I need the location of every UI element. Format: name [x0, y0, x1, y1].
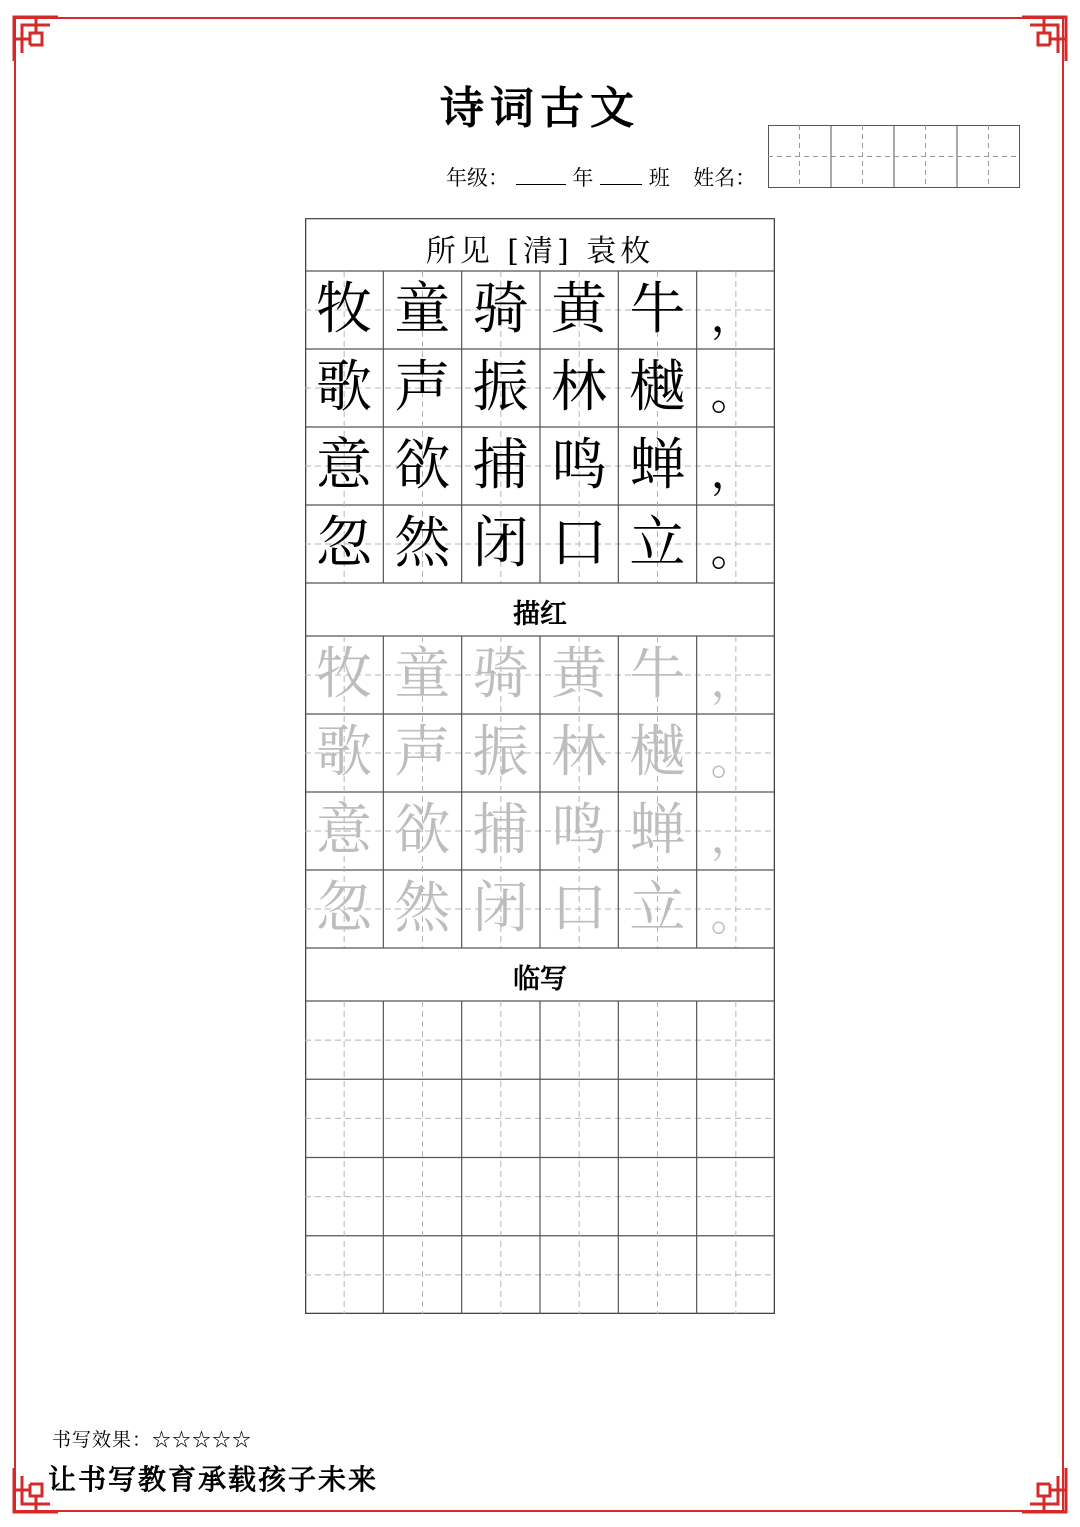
trace-character: 声 [394, 720, 451, 785]
corner-ornament-icon [1020, 15, 1068, 63]
model-character: 立 [629, 511, 686, 576]
model-character: 捕 [472, 433, 529, 498]
punctuation-cell: 。 [710, 734, 755, 785]
corner-ornament-icon [1020, 1466, 1068, 1514]
trace-character: 牧 [316, 642, 372, 707]
model-character: 骑 [472, 277, 529, 342]
practice-sheet [305, 218, 775, 1314]
trace-character: 骑 [472, 642, 529, 707]
trace-character: 童 [394, 642, 451, 707]
model-character: 振 [472, 355, 529, 420]
copy-section-label: 临写 [513, 964, 567, 995]
trace-character: 闭 [472, 876, 529, 941]
trace-character: 歌 [316, 720, 372, 785]
class-label: 班 [648, 166, 670, 190]
model-character: 歌 [316, 355, 372, 420]
model-character: 口 [551, 511, 607, 576]
student-info-line [446, 162, 756, 192]
class-blank[interactable] [600, 164, 642, 185]
trace-character: 口 [551, 876, 607, 941]
model-character: 牛 [629, 277, 686, 342]
punctuation-cell: 。 [710, 525, 755, 576]
writing-rating: 书写效果：☆☆☆☆☆ [52, 1429, 253, 1451]
model-character: 声 [394, 355, 451, 420]
punctuation-cell: ， [710, 447, 755, 498]
trace-character: 欲 [394, 798, 451, 863]
name-grid[interactable] [768, 125, 1020, 188]
trace-character: 振 [472, 720, 529, 785]
model-character: 闭 [472, 511, 529, 576]
punctuation-cell: ， [710, 656, 755, 707]
model-character: 黄 [551, 277, 607, 342]
model-character: 牧 [316, 277, 372, 342]
trace-character: 捕 [472, 798, 529, 863]
model-character: 然 [394, 511, 451, 576]
trace-character: 意 [316, 798, 372, 863]
year-label: 年 [572, 166, 594, 190]
year-blank[interactable] [516, 164, 566, 185]
poem-title: 所见 [清] 袁枚 [425, 234, 655, 269]
trace-character: 然 [394, 876, 451, 941]
trace-character: 牛 [629, 642, 686, 707]
trace-character: 忽 [316, 876, 372, 941]
trace-character: 林 [551, 720, 607, 785]
punctuation-cell: 。 [710, 890, 755, 941]
punctuation-cell: 。 [710, 369, 755, 420]
name-label: 姓名： [693, 166, 757, 190]
model-character: 樾 [629, 355, 686, 420]
grade-label: 年级： [446, 166, 509, 190]
trace-character: 立 [629, 876, 686, 941]
trace-character: 樾 [629, 720, 686, 785]
slogan: 让书写教育承载孩子未来 [48, 1463, 379, 1496]
page-title: 诗词古文 [440, 83, 640, 134]
model-character: 童 [394, 277, 451, 342]
punctuation-cell: ， [710, 291, 755, 342]
trace-character: 蝉 [629, 798, 686, 863]
model-character: 蝉 [629, 433, 686, 498]
model-character: 意 [316, 433, 372, 498]
model-character: 林 [551, 355, 607, 420]
trace-character: 黄 [551, 642, 607, 707]
model-character: 忽 [316, 511, 372, 576]
trace-section-label: 描红 [513, 599, 567, 630]
model-character: 欲 [394, 433, 451, 498]
corner-ornament-icon [12, 15, 60, 63]
trace-character: 鸣 [551, 798, 607, 863]
model-character: 鸣 [551, 433, 607, 498]
punctuation-cell: ， [710, 812, 755, 863]
